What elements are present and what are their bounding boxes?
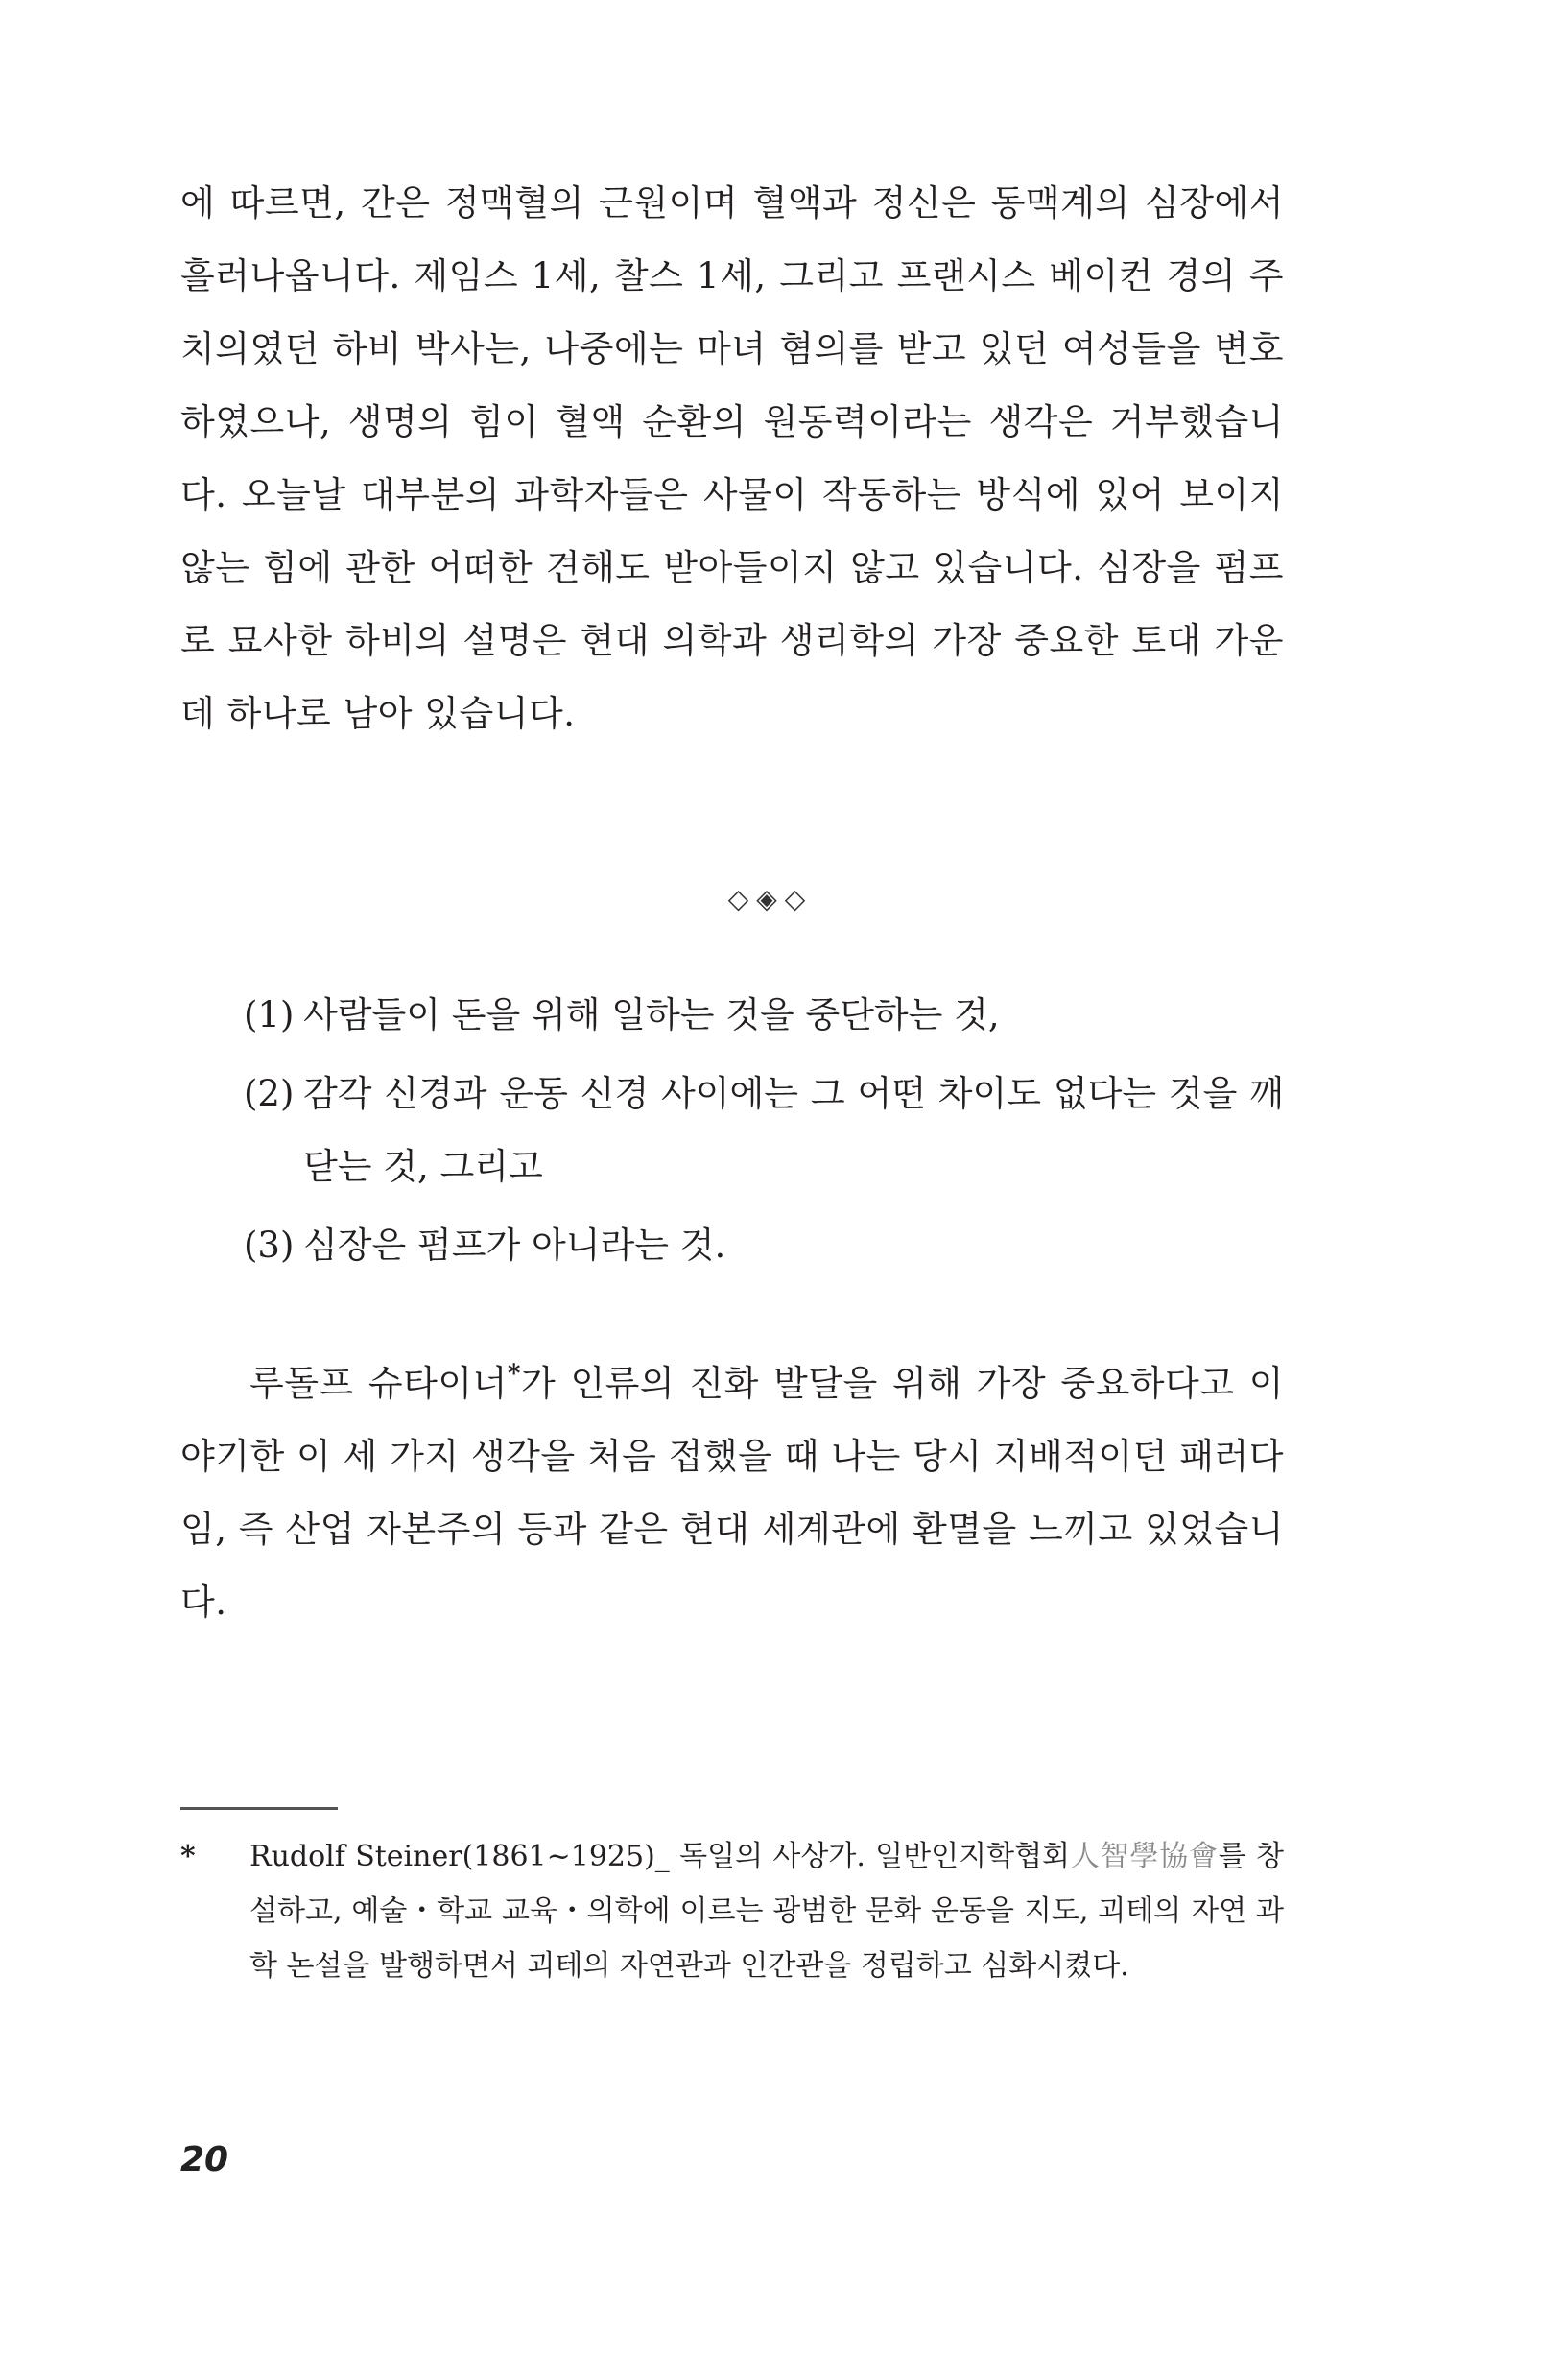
paragraph-text-end: 가 인류의 진화 발달을 위해 가장 중요하다고 이야기한 이 세 가지 생각을 처음 접했을 때 나는 당시 지배적이던 패러다임, 즉 산업 자본주의 등과 같은 현대 세계관에 환멸을 느끼고 있었습니다. [180,1363,1284,1623]
footnote-divider [180,1807,338,1810]
list-item-number: (2) [244,1073,295,1114]
footnote-hanja: 人智學協會 [1070,1840,1219,1873]
list-item [244,1058,1284,1203]
list-item-number: (1) [244,994,295,1035]
footnote-reference: * [507,1360,521,1389]
footnote-body [249,1829,1284,1993]
footnote-marker: * [180,1840,196,1873]
numbered-list [244,979,1284,1282]
list-item [244,1209,1284,1282]
footnote-text-start: Rudolf Steiner(1861~1925)_ 독일의 사상가. 일반인지학협회 [249,1840,1071,1873]
section-separator: ◇◈◇ [727,883,814,915]
paragraph-text-start: 루돌프 슈타이너 [249,1363,508,1404]
list-item-number: (3) [244,1225,295,1266]
body-paragraph-1: 에 따르면, 간은 정맥혈의 근원이며 혈액과 정신은 동맥계의 심장에서 흘러나옵니다. 제임스 1세, 찰스 1세, 그리고 프랜시스 베이컨 경의 주치의였던 하비 박사는, 나중에는 마녀 혐의를 받고 있던 여성들을 변호하였으나, 생명의 힘이 혈액 순환의 원동력이라는 생각은 거부했습니다. 오늘날 대부분의 과학자들은 사물이 작동하는 방식에 있어 보이지 않는 힘에 관한 어떠한 견해도 받아들이지 않고 있습니다. 심장을 펌프로 묘사한 하비의 설명은 현대 의학과 생리학의 가장 중요한 토대 가운데 하나로 남아 있습니다. [180,182,1284,734]
list-item-text: 심장은 펌프가 아니라는 것. [303,1225,726,1266]
list-item-text: 감각 신경과 운동 신경 사이에는 그 어떤 차이도 없다는 것을 깨닫는 것, 그리고 [303,1073,1284,1187]
list-item [244,979,1284,1052]
footnote-text-end: 를 창설하고, 예술・학교 교육・의학에 이르는 광범한 문화 운동을 지도, 괴테의 자연 과학 논설을 발행하면서 괴테의 자연관과 인간관을 정립하고 심화시켰다. [249,1840,1284,1983]
page-number: 20 [180,2140,229,2179]
footnote [180,1829,1284,1993]
list-item-text: 사람들이 돈을 위해 일하는 것을 중단하는 것, [303,994,1000,1035]
body-paragraph-2 [180,1347,1284,1639]
